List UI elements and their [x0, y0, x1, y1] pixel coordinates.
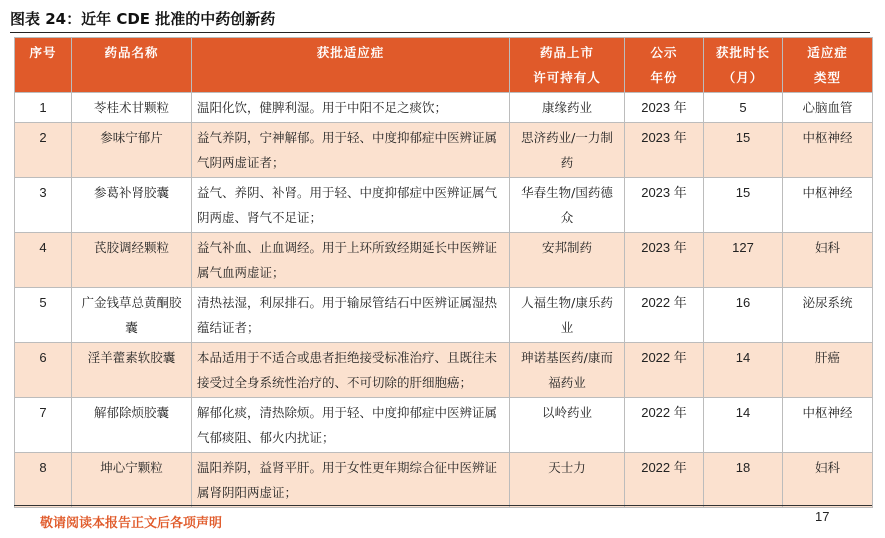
header-cell: 适应症 类型 — [783, 38, 873, 93]
indication: 益气补血、止血调经。用于上环所致经期延长中医辨证属气血两虚证； — [192, 233, 510, 288]
indication-type: 中枢神经 — [783, 123, 873, 178]
drug-name: 苓桂术甘颗粒 — [72, 93, 192, 123]
publish-year: 2023 年 — [625, 233, 704, 288]
license-holder: 华春生物/国药德众 — [510, 178, 625, 233]
drug-name: 芪胶调经颗粒 — [72, 233, 192, 288]
indication-type: 妇科 — [783, 233, 873, 288]
header-cell: 序号 — [15, 38, 72, 93]
publish-year: 2022 年 — [625, 398, 704, 453]
approval-months: 127 — [704, 233, 783, 288]
indication: 本品适用于不适合或患者拒绝接受标准治疗、且既往未接受过全身系统性治疗的、不可切除的肝细胞癌； — [192, 343, 510, 398]
drug-name: 广金钱草总黄酮胶囊 — [72, 288, 192, 343]
page-number: 17 — [815, 509, 830, 524]
publish-year: 2022 年 — [625, 343, 704, 398]
drug-name: 坤心宁颗粒 — [72, 453, 192, 508]
indication-type: 泌尿系统 — [783, 288, 873, 343]
indication-type: 中枢神经 — [783, 398, 873, 453]
publish-year: 2023 年 — [625, 123, 704, 178]
table-row — [15, 178, 873, 233]
indication-type: 妇科 — [783, 453, 873, 508]
row-number: 6 — [15, 343, 72, 398]
footer-divider — [14, 505, 872, 506]
indication: 解郁化痰，清热除烦。用于轻、中度抑郁症中医辨证属气郁痰阻、郁火内扰证； — [192, 398, 510, 453]
row-number: 2 — [15, 123, 72, 178]
approval-months: 5 — [704, 93, 783, 123]
drug-name: 淫羊藿素软胶囊 — [72, 343, 192, 398]
publish-year: 2022 年 — [625, 453, 704, 508]
table-row — [15, 123, 873, 178]
table-row — [15, 343, 873, 398]
row-number: 3 — [15, 178, 72, 233]
row-number: 1 — [15, 93, 72, 123]
disclaimer-text: 敬请阅读本报告正文后各项声明 — [40, 516, 223, 531]
license-holder: 天士力 — [510, 453, 625, 508]
license-holder: 康缘药业 — [510, 93, 625, 123]
indication-type: 心脑血管 — [783, 93, 873, 123]
header-cell: 获批时长 （月） — [704, 38, 783, 93]
row-number: 8 — [15, 453, 72, 508]
table-row — [15, 288, 873, 343]
license-holder: 思济药业/一力制药 — [510, 123, 625, 178]
indication: 温阳化饮，健脾利湿。用于中阳不足之痰饮； — [192, 93, 510, 123]
indication: 益气养阴，宁神解郁。用于轻、中度抑郁症中医辨证属气阴两虚证者； — [192, 123, 510, 178]
license-holder: 以岭药业 — [510, 398, 625, 453]
row-number: 5 — [15, 288, 72, 343]
header-cell: 药品上市 许可持有人 — [510, 38, 625, 93]
indication: 益气、养阴、补肾。用于轻、中度抑郁症中医辨证属气阴两虚、肾气不足证； — [192, 178, 510, 233]
license-holder: 人福生物/康乐药业 — [510, 288, 625, 343]
approval-months: 18 — [704, 453, 783, 508]
table-row — [15, 453, 873, 508]
indication-type: 中枢神经 — [783, 178, 873, 233]
table-row — [15, 398, 873, 453]
header-cell: 公示 年份 — [625, 38, 704, 93]
figure-title: 图表 24：近年 CDE 批准的中药创新药 — [10, 6, 870, 33]
license-holder: 珅诺基医药/康而福药业 — [510, 343, 625, 398]
header-cell: 药品名称 — [72, 38, 192, 93]
drug-name: 解郁除烦胶囊 — [72, 398, 192, 453]
indication-type: 肝癌 — [783, 343, 873, 398]
indication: 温阳养阴，益肾平肝。用于女性更年期综合征中医辨证属肾阴阳两虚证； — [192, 453, 510, 508]
table-row — [15, 93, 873, 123]
drug-name: 参味宁郁片 — [72, 123, 192, 178]
approval-months: 16 — [704, 288, 783, 343]
indication: 清热祛湿，利尿排石。用于输尿管结石中医辨证属湿热蕴结证者； — [192, 288, 510, 343]
approval-months: 14 — [704, 343, 783, 398]
approval-months: 15 — [704, 123, 783, 178]
drug-name: 参葛补肾胶囊 — [72, 178, 192, 233]
header-cell: 获批适应症 — [192, 38, 510, 93]
approval-months: 15 — [704, 178, 783, 233]
row-number: 7 — [15, 398, 72, 453]
drug-approval-table — [14, 37, 873, 508]
table-header-row — [15, 38, 873, 93]
publish-year: 2023 年 — [625, 178, 704, 233]
license-holder: 安邦制药 — [510, 233, 625, 288]
row-number: 4 — [15, 233, 72, 288]
publish-year: 2022 年 — [625, 288, 704, 343]
publish-year: 2023 年 — [625, 93, 704, 123]
approval-months: 14 — [704, 398, 783, 453]
table-row — [15, 233, 873, 288]
